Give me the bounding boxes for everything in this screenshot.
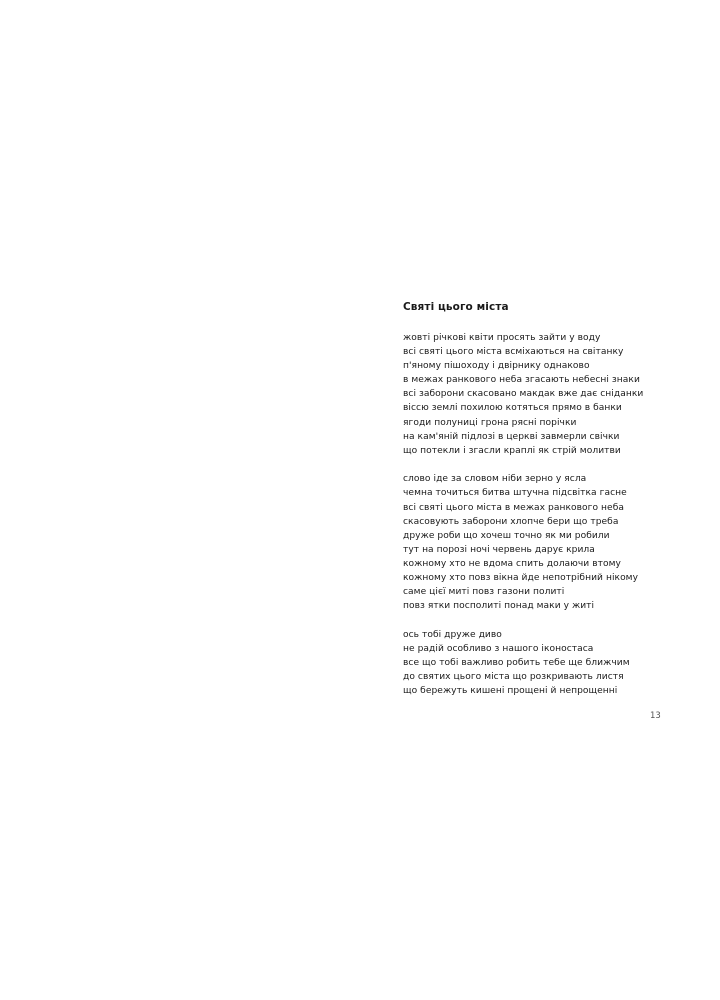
stanza-3 [403, 628, 703, 698]
poem-line: що потекли і згасли краплі як стрій молитви [403, 445, 621, 456]
poem-title: Святі цього міста [403, 301, 509, 313]
poem-line: тут на порозі ночі червень дарує крила [403, 544, 595, 555]
poem-line: друже роби що хочеш точно як ми робили [403, 530, 610, 541]
poem-line: жовті річкові квіти просять зайти у воду [403, 333, 601, 343]
poem-line: кожному хто не вдома спить долаючи втому [403, 558, 621, 569]
poem-line: п'яному пішоходу і двірнику однаково [403, 361, 590, 372]
poem-line: слово іде за словом ніби зерно у ясла [403, 474, 587, 485]
poem-line: що бережуть кишені прощені й непрощенні [403, 686, 618, 697]
poem-line: на кам'яній підлозі в церкві завмерли свічки [403, 431, 620, 442]
poem-line: всі святі цього міста всміхаються на світанку [403, 347, 624, 358]
page-number: 13 [650, 711, 661, 721]
poem-line: всі святі цього міста в межах ранкового неба [403, 502, 624, 513]
poem-line: ось тобі друже диво [403, 629, 502, 640]
poem-line: саме цієї миті повз газони политі [403, 587, 565, 598]
poem-line: скасовують заборони хлопче бери що треба [403, 516, 619, 527]
stanza-1 [403, 331, 703, 458]
poem-line: чемна точиться битва штучна підсвітка гасне [403, 488, 627, 499]
poem-line: ягоди полуниці грона рясні порічки [403, 417, 577, 428]
stanza-2 [403, 472, 703, 613]
poem-line: кожному хто повз вікна йде непотрібний нікому [403, 573, 639, 583]
poem-line: в межах ранкового неба згасають небесні знаки [403, 375, 640, 386]
poem-line: все що тобі важливо робить тебе ще ближчим [403, 657, 630, 668]
poem-line: не радій особливо з нашого іконостаса [403, 643, 594, 654]
poem [403, 300, 703, 713]
poem-line: всі заборони скасовано макдак вже дає сніданки [403, 389, 644, 400]
poem-line: віссю землі похилою котяться прямо в банки [403, 403, 622, 414]
poem-line: до святих цього міста що розкривають листя [403, 672, 624, 683]
poem-line: повз ятки посполиті понад маки у житі [403, 601, 595, 612]
